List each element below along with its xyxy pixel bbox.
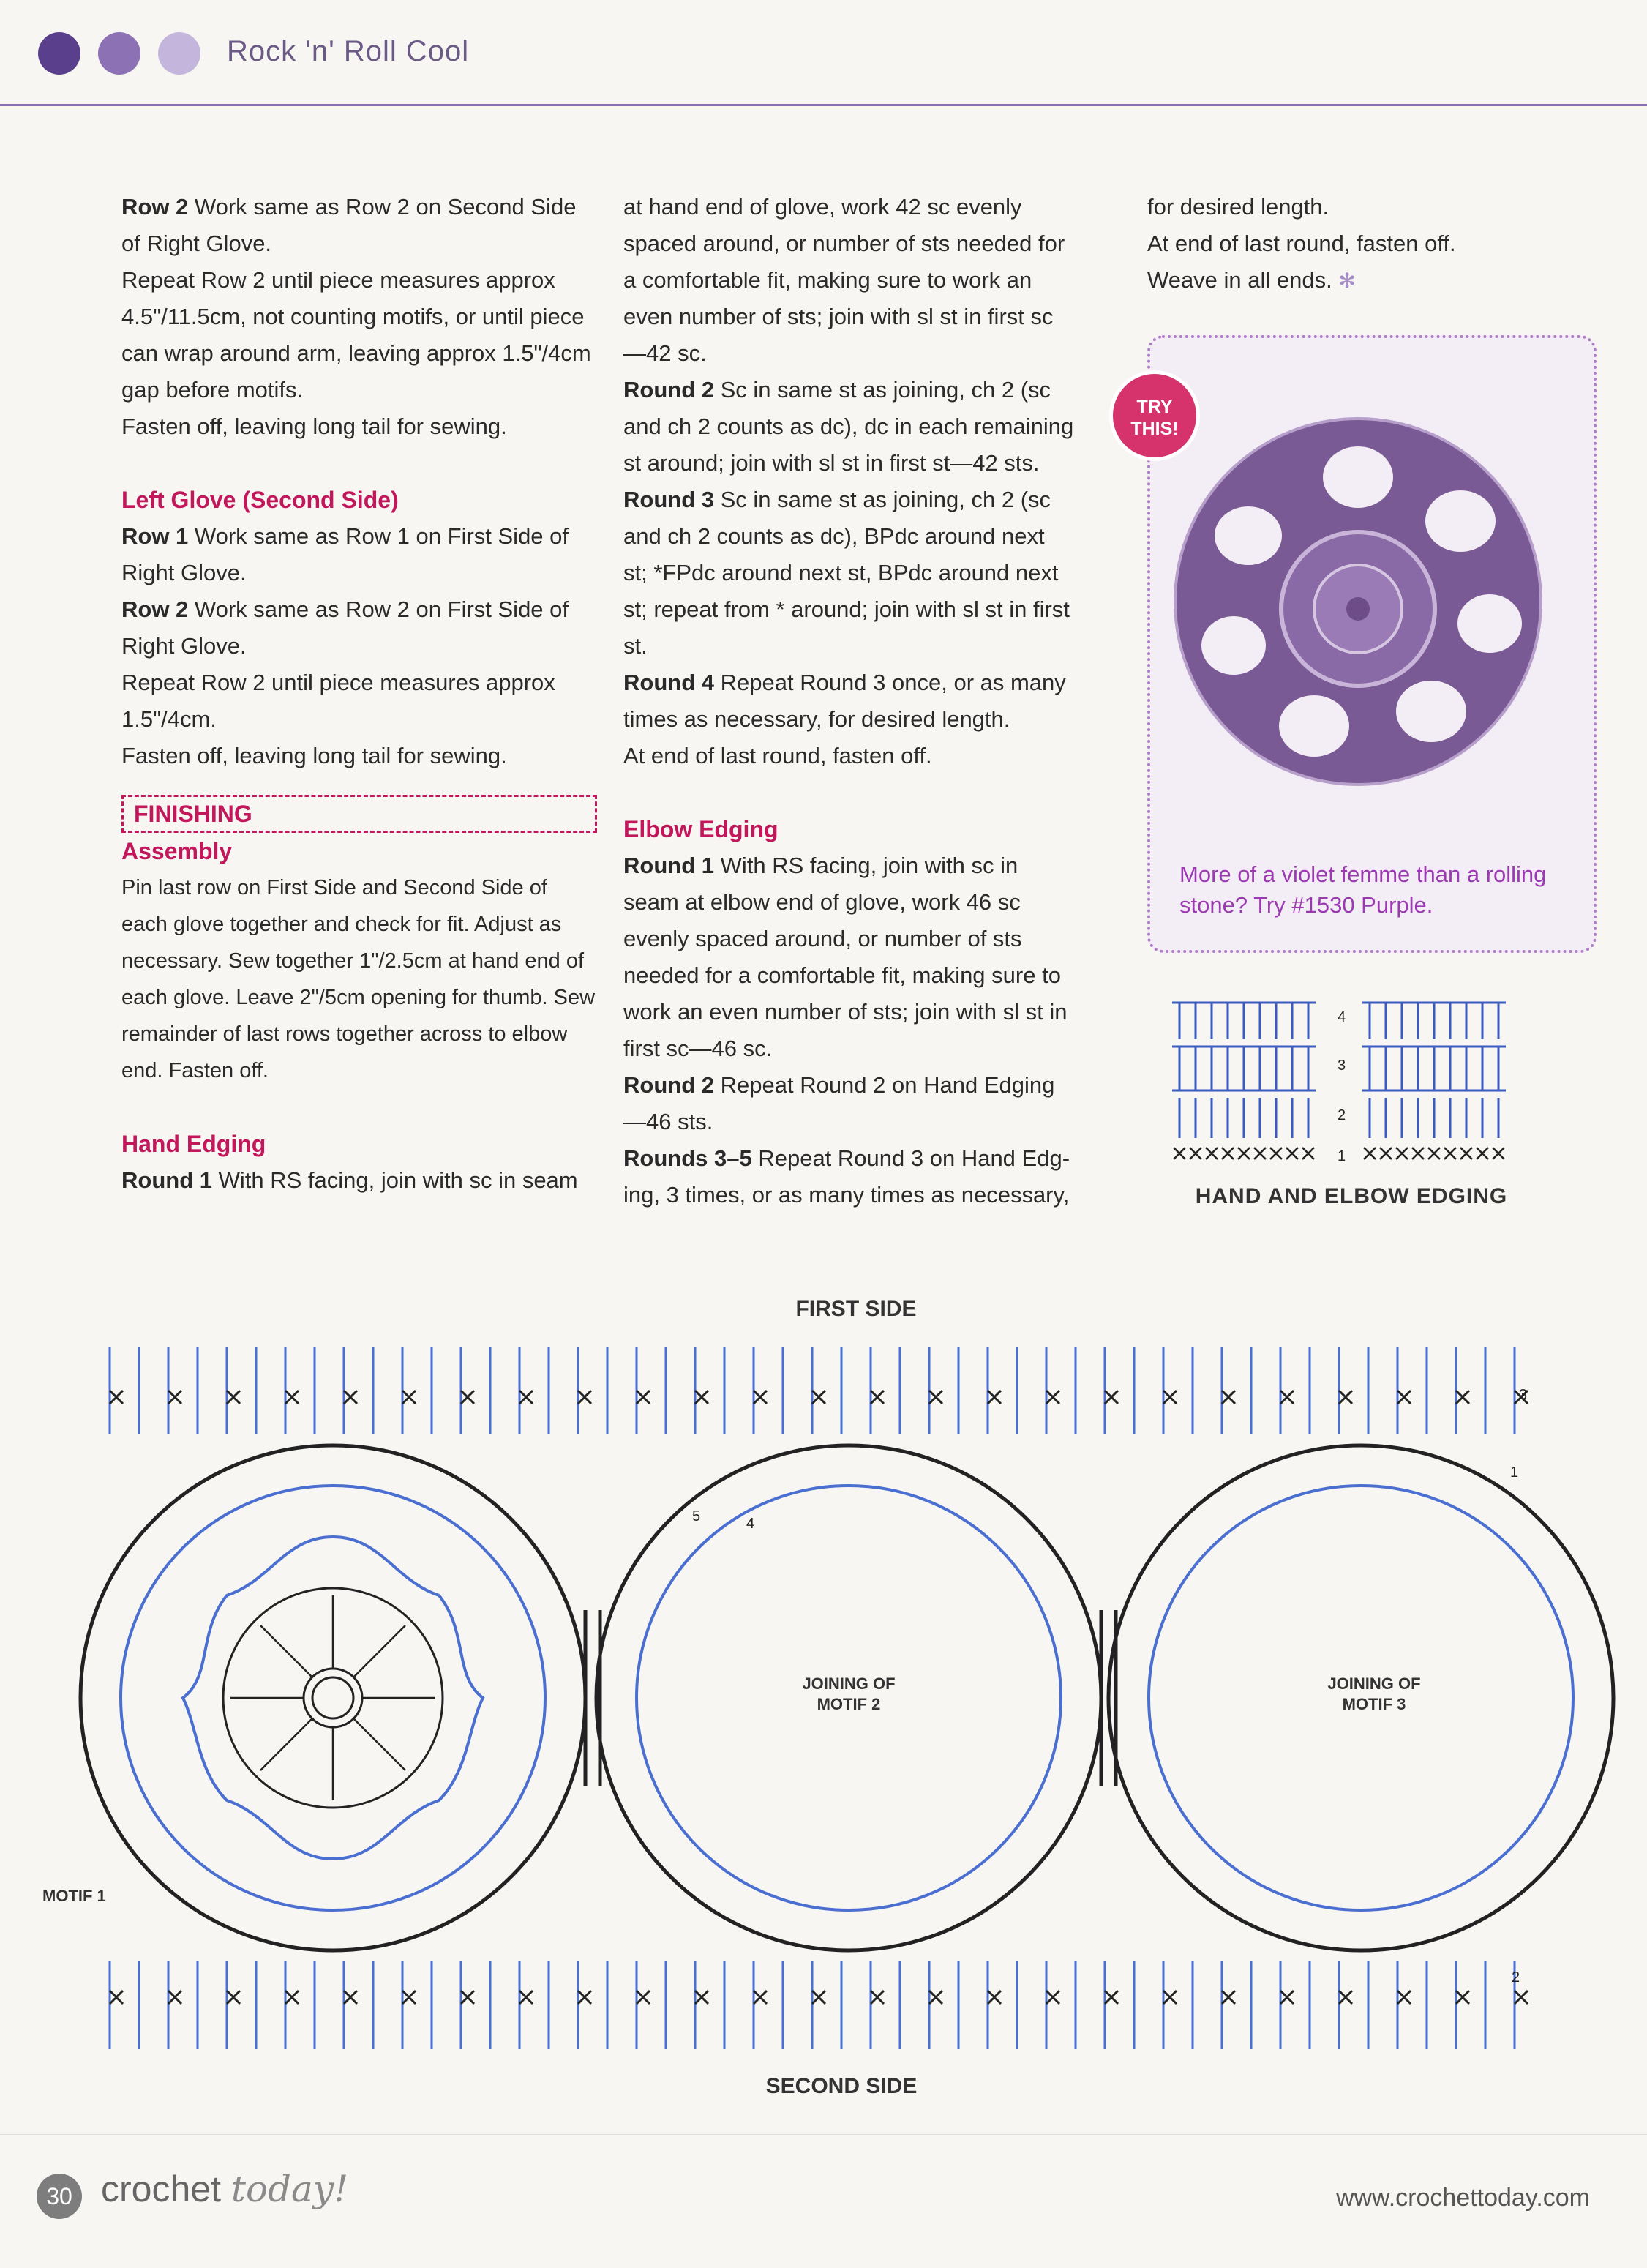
edging-row-num-3: 3 bbox=[1338, 1058, 1346, 1074]
motif3-label-line1: JOINING OF bbox=[1327, 1674, 1421, 1693]
lg-row2-paragraph: Row 2 Work same as Row 2 on First Side of Right Glove. bbox=[121, 596, 569, 659]
he-round2-paragraph: Round 2 Sc in same st as joining, ch 2 (sc and ch 2 counts as dc), dc in each remaining st around; join with sl st in first st—42 sts. bbox=[623, 377, 1074, 476]
motif3-label-line2: MOTIF 3 bbox=[1342, 1695, 1406, 1713]
hand-edging-heading: Hand Edging bbox=[121, 1131, 266, 1157]
edging-chart-label: HAND AND ELBOW EDGING bbox=[1195, 1184, 1508, 1208]
magazine-url: www.crochettoday.com bbox=[1335, 2184, 1590, 2212]
header-dot-2 bbox=[98, 32, 140, 75]
left-glove-heading: Left Glove (Second Side) bbox=[121, 487, 399, 513]
magazine-brand: crochet today! bbox=[101, 2168, 349, 2210]
page-number: 30 bbox=[37, 2174, 82, 2219]
edging-row-num-2: 2 bbox=[1338, 1107, 1346, 1123]
text-column-3 bbox=[1147, 189, 1557, 299]
header-rule bbox=[0, 104, 1647, 106]
row2-paragraph: Row 2 Work same as Row 2 on Second Side of Right Glove. bbox=[121, 194, 577, 256]
he-continued-paragraph: at hand end of glove, work 42 sc evenly spaced around, or number of sts needed for a comfortable fit, making sure to work an even number of sts; join with sl st in first sc—42 sc. bbox=[623, 194, 1065, 366]
ee-round2-paragraph: Round 2 Repeat Round 2 on Hand Edging —46 sts. bbox=[623, 1072, 1055, 1134]
ee-fasten-line: At end of last round, fasten off. bbox=[1147, 231, 1456, 256]
hand-elbow-edging-chart bbox=[1165, 995, 1538, 1178]
motif2-label-line1: JOINING OF bbox=[802, 1674, 896, 1693]
lg-repeat-paragraph: Repeat Row 2 until piece measures approx 1.5"/4cm. bbox=[121, 670, 555, 732]
motif-row-num-1: 1 bbox=[1510, 1464, 1519, 1481]
end-mark-icon: ✻ bbox=[1338, 269, 1356, 292]
he-round1-paragraph: Round 1 With RS facing, join with sc in seam bbox=[121, 1167, 578, 1193]
header-dot-1 bbox=[38, 32, 80, 75]
header-dot-3 bbox=[158, 32, 200, 75]
motif-row-num-5: 5 bbox=[692, 1508, 701, 1524]
page-header bbox=[0, 0, 1647, 107]
first-side-label: FIRST SIDE bbox=[795, 1297, 917, 1321]
second-side-label: SECOND SIDE bbox=[765, 2074, 918, 2098]
motif-joining-chart bbox=[29, 1288, 1624, 2108]
motif-row-num-3: 3 bbox=[1519, 1387, 1528, 1403]
ee-round1-paragraph: Round 1 With RS facing, join with sc in seam at elbow end of glove, work 46 sc evenly spaced around, or number of sts needed for a comfortable fit, making sure to work an even number of sts; join with sl st in first sc—46 sc. bbox=[623, 853, 1068, 1061]
text-column-2 bbox=[623, 189, 1074, 1213]
he-round3-paragraph: Round 3 Sc in same st as joining, ch 2 (sc and ch 2 counts as dc), BPdc around next st; *FPdc around next st, BPdc around next st; repeat from * around; join with sl st in first st. bbox=[623, 487, 1070, 659]
lg-row1-paragraph: Row 1 Work same as Row 1 on First Side of Right Glove. bbox=[121, 523, 569, 585]
assembly-heading: Assembly bbox=[121, 838, 233, 864]
motif-row-num-2: 2 bbox=[1512, 1969, 1520, 1986]
section-title: Rock 'n' Roll Cool bbox=[227, 35, 470, 67]
edging-row-num-1: 1 bbox=[1338, 1148, 1346, 1164]
motif2-label-line2: MOTIF 2 bbox=[817, 1695, 881, 1713]
motif-row-num-4: 4 bbox=[746, 1516, 755, 1532]
try-this-caption: More of a violet femme than a rolling stone? Try #1530 Purple. bbox=[1179, 861, 1547, 918]
finishing-heading: FINISHING bbox=[121, 795, 597, 833]
assembly-paragraph: Pin last row on First Side and Second Side of each glove together and check for fit. Adjust as necessary. Sew together 1"/2.5cm at hand end of each glove. Leave 2"/5cm opening for thumb. Sew remainder of last rows together across to elbow end. Fasten off. bbox=[121, 876, 596, 1082]
ee-rounds35-paragraph: Rounds 3–5 Repeat Round 3 on Hand Edg-ing, 3 times, or as many times as necessary, bbox=[623, 1145, 1070, 1208]
footer-rule bbox=[0, 2134, 1647, 2135]
text-column-1 bbox=[121, 189, 597, 1199]
he-fasten-paragraph: At end of last round, fasten off. bbox=[623, 743, 932, 768]
fasten-paragraph: Fasten off, leaving long tail for sewing. bbox=[121, 413, 507, 439]
repeat-paragraph: Repeat Row 2 until piece measures approx 4.5"/11.5cm, not counting motifs, or until piece can wrap around arm, leaving approx 1.5"/4cm gap before motifs. bbox=[121, 267, 591, 403]
ee-length-line: for desired length. bbox=[1147, 194, 1329, 220]
motif1-label: MOTIF 1 bbox=[42, 1887, 106, 1905]
elbow-edging-heading: Elbow Edging bbox=[623, 816, 779, 842]
edging-row-num-4: 4 bbox=[1338, 1009, 1346, 1025]
try-this-badge: TRY THIS! bbox=[1109, 370, 1200, 461]
weave-line: Weave in all ends. ✻ bbox=[1147, 267, 1356, 293]
he-round4-paragraph: Round 4 Repeat Round 3 once, or as many times as necessary, for desired length. bbox=[623, 670, 1066, 732]
lg-fasten-paragraph: Fasten off, leaving long tail for sewing. bbox=[121, 743, 507, 768]
